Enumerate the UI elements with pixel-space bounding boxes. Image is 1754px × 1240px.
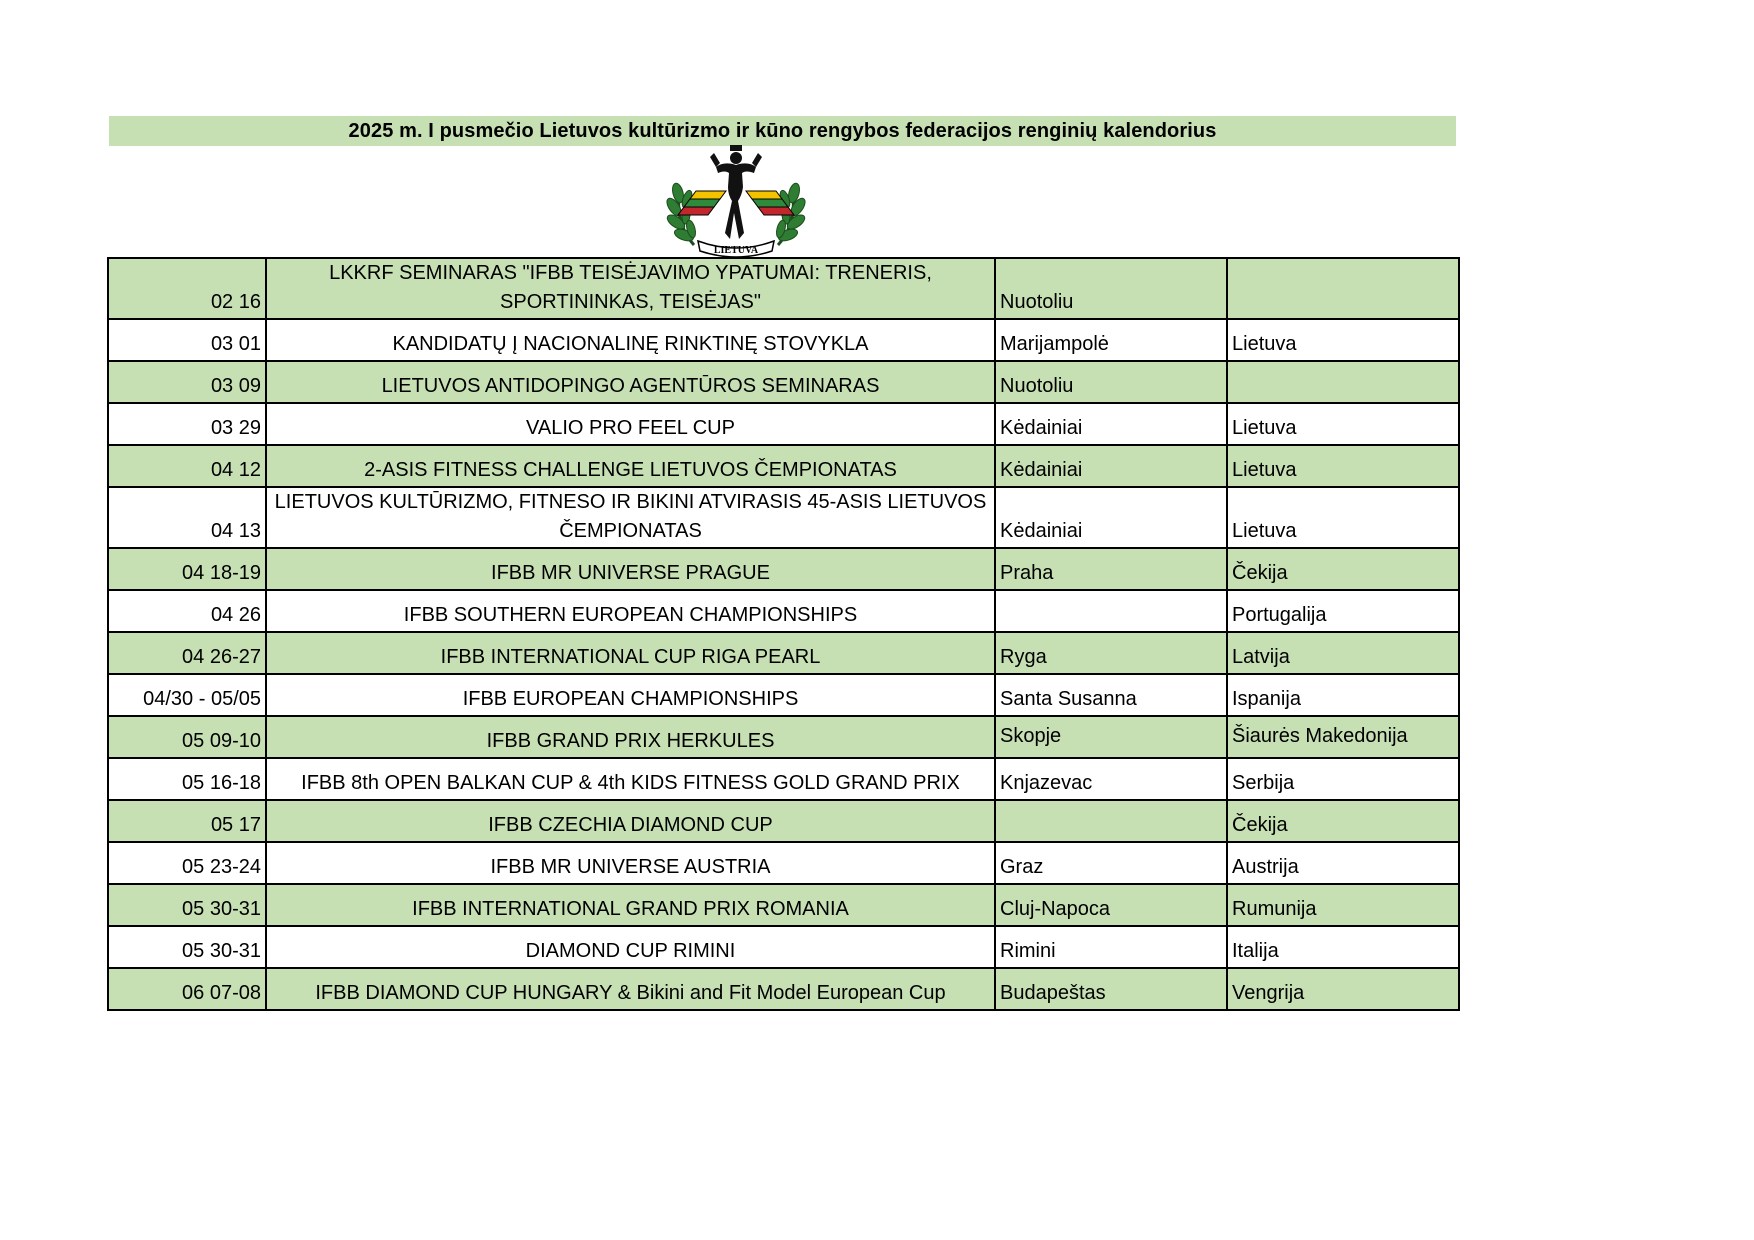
event-date: 04 18-19 [108, 548, 266, 590]
logo-text: LIETUVA [713, 245, 759, 256]
event-city: Kėdainiai [995, 445, 1227, 487]
event-date: 06 07-08 [108, 968, 266, 1010]
table-row [108, 842, 1459, 884]
event-city: Ryga [995, 632, 1227, 674]
event-name: IFBB EUROPEAN CHAMPIONSHIPS [266, 674, 995, 716]
event-country: Serbija [1227, 758, 1459, 800]
event-city: Skopje [995, 716, 1227, 758]
event-city: Graz [995, 842, 1227, 884]
events-table [107, 257, 1460, 1011]
event-country: Vengrija [1227, 968, 1459, 1010]
event-city [995, 800, 1227, 842]
event-city: Praha [995, 548, 1227, 590]
event-city: Cluj-Napoca [995, 884, 1227, 926]
event-date: 05 30-31 [108, 926, 266, 968]
event-name: IFBB SOUTHERN EUROPEAN CHAMPIONSHIPS [266, 590, 995, 632]
page-title: 2025 m. I pusmečio Lietuvos kultūrizmo ir kūno rengybos federacijos renginių kalendorius [109, 116, 1456, 146]
event-country: Rumunija [1227, 884, 1459, 926]
table-row [108, 632, 1459, 674]
event-city: Santa Susanna [995, 674, 1227, 716]
event-date: 03 09 [108, 361, 266, 403]
event-city: Kėdainiai [995, 487, 1227, 548]
event-name: IFBB GRAND PRIX HERKULES [266, 716, 995, 758]
table-row [108, 800, 1459, 842]
event-country: Portugalija [1227, 590, 1459, 632]
event-date: 04 26-27 [108, 632, 266, 674]
table-row [108, 590, 1459, 632]
event-date: 05 16-18 [108, 758, 266, 800]
federation-logo-icon [664, 143, 808, 260]
event-country: Čekija [1227, 548, 1459, 590]
event-city: Rimini [995, 926, 1227, 968]
event-date: 05 09-10 [108, 716, 266, 758]
event-country: Lietuva [1227, 445, 1459, 487]
event-name: VALIO PRO FEEL CUP [266, 403, 995, 445]
table-row [108, 716, 1459, 758]
event-country: Latvija [1227, 632, 1459, 674]
event-country: Lietuva [1227, 319, 1459, 361]
event-city: Kėdainiai [995, 403, 1227, 445]
event-date: 04 26 [108, 590, 266, 632]
event-date: 04/30 - 05/05 [108, 674, 266, 716]
event-name: KANDIDATŲ Į NACIONALINĘ RINKTINĘ STOVYKLA [266, 319, 995, 361]
event-date: 05 30-31 [108, 884, 266, 926]
event-name: IFBB INTERNATIONAL CUP RIGA PEARL [266, 632, 995, 674]
event-date: 03 29 [108, 403, 266, 445]
event-name: IFBB MR UNIVERSE PRAGUE [266, 548, 995, 590]
event-name: IFBB CZECHIA DIAMOND CUP [266, 800, 995, 842]
event-country: Lietuva [1227, 403, 1459, 445]
event-city: Nuotoliu [995, 361, 1227, 403]
event-country: Ispanija [1227, 674, 1459, 716]
event-city: Nuotoliu [995, 258, 1227, 319]
table-row [108, 968, 1459, 1010]
event-date: 05 17 [108, 800, 266, 842]
event-city [995, 590, 1227, 632]
event-country: Italija [1227, 926, 1459, 968]
event-name: IFBB MR UNIVERSE AUSTRIA [266, 842, 995, 884]
event-date: 02 16 [108, 258, 266, 319]
table-row [108, 445, 1459, 487]
event-country: Lietuva [1227, 487, 1459, 548]
table-row [108, 258, 1459, 319]
table-row [108, 319, 1459, 361]
table-row [108, 487, 1459, 548]
event-name: IFBB DIAMOND CUP HUNGARY & Bikini and Fit Model European Cup [266, 968, 995, 1010]
event-country: Čekija [1227, 800, 1459, 842]
event-country [1227, 361, 1459, 403]
event-date: 05 23-24 [108, 842, 266, 884]
event-date: 04 13 [108, 487, 266, 548]
event-name: IFBB 8th OPEN BALKAN CUP & 4th KIDS FITNESS GOLD GRAND PRIX [266, 758, 995, 800]
table-row [108, 403, 1459, 445]
event-name: 2-ASIS FITNESS CHALLENGE LIETUVOS ČEMPIONATAS [266, 445, 995, 487]
event-date: 03 01 [108, 319, 266, 361]
event-name: LKKRF SEMINARAS "IFBB TEISĖJAVIMO YPATUMAI: TRENERIS, SPORTININKAS, TEISĖJAS" [266, 258, 995, 319]
table-row [108, 674, 1459, 716]
event-name: DIAMOND CUP RIMINI [266, 926, 995, 968]
event-city: Knjazevac [995, 758, 1227, 800]
event-name: LIETUVOS ANTIDOPINGO AGENTŪROS SEMINARAS [266, 361, 995, 403]
event-country: Austrija [1227, 842, 1459, 884]
table-row [108, 361, 1459, 403]
event-date: 04 12 [108, 445, 266, 487]
event-name: IFBB INTERNATIONAL GRAND PRIX ROMANIA [266, 884, 995, 926]
table-row [108, 758, 1459, 800]
event-city: Marijampolė [995, 319, 1227, 361]
table-row [108, 884, 1459, 926]
event-city: Budapeštas [995, 968, 1227, 1010]
event-country [1227, 258, 1459, 319]
table-row [108, 548, 1459, 590]
event-name: LIETUVOS KULTŪRIZMO, FITNESO IR BIKINI ATVIRASIS 45-ASIS LIETUVOS ČEMPIONATAS [266, 487, 995, 548]
event-country: Šiaurės Makedonija [1227, 716, 1459, 758]
table-row [108, 926, 1459, 968]
